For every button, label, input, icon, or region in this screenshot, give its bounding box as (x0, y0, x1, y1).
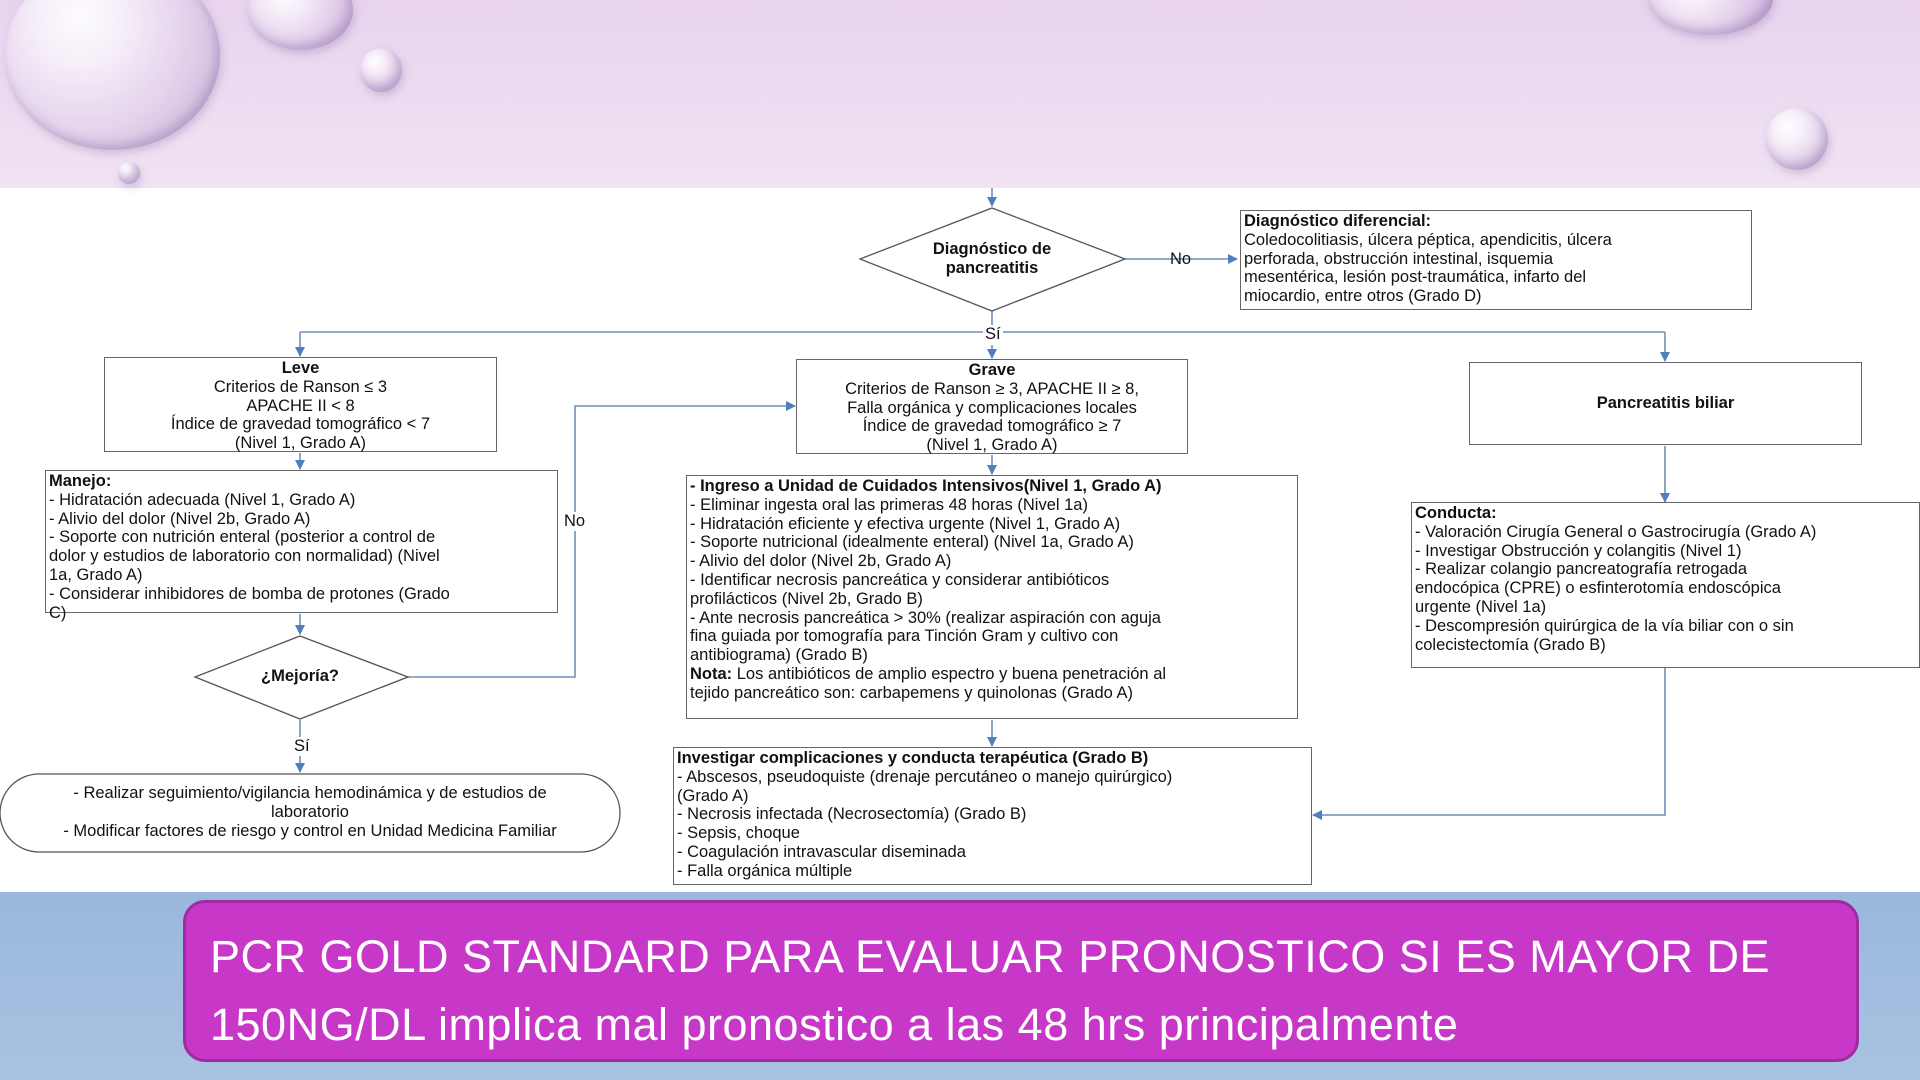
biliary-title: Pancreatitis biliar (1596, 394, 1735, 413)
prognosis-banner (183, 900, 1859, 1062)
severe-line: (Nivel 1, Grado A) (926, 436, 1058, 455)
differential-line: mesentérica, lesión post-traumática, infarto del (1244, 268, 1587, 287)
conduct-line: endocópica (CPRE) o esfinterotomía endoscópica (1415, 579, 1781, 598)
complications-line: - Sepsis, choque (677, 824, 800, 843)
management-title: Manejo: (49, 472, 112, 490)
conduct-line: urgente (Nivel 1a) (1415, 597, 1547, 616)
management-line: C) (49, 603, 67, 622)
conduct-line: - Realizar colangio pancreatografía retrogada (1415, 560, 1748, 579)
icu-note-text: Los antibióticos de amplio espectro y buena penetración al (732, 664, 1167, 683)
icu-line: - Identificar necrosis pancreática y considerar antibióticos (690, 570, 1110, 589)
edge-label-yes-main: Sí (985, 325, 1001, 343)
icu-line: - Ante necrosis pancreática > 30% (realizar aspiración con aguja (690, 608, 1161, 627)
diagnosis-line1: Diagnóstico de (932, 240, 1052, 258)
biliary-conduct-box (1411, 502, 1920, 668)
icu-line: - Eliminar ingesta oral las primeras 48 horas (Nivel 1a) (690, 495, 1088, 514)
management-line: - Hidratación adecuada (Nivel 1, Grado A) (49, 490, 356, 509)
followup-line: - Modificar factores de riesgo y control en Unidad Medicina Familiar (63, 821, 557, 840)
conduct-line: colecistectomía (Grado B) (1415, 635, 1606, 654)
icu-note (690, 665, 1294, 684)
severe-pancreatitis-box (796, 359, 1188, 454)
mild-line: Índice de gravedad tomográfico < 7 (170, 415, 431, 434)
management-line: - Considerar inhibidores de bomba de protones (Grado (49, 584, 450, 603)
severe-title: Grave (968, 361, 1016, 379)
conduct-line: - Investigar Obstrucción y colangitis (Nivel 1) (1415, 541, 1742, 560)
differential-line: miocardio, entre otros (Grado D) (1244, 287, 1482, 306)
icu-line: fina guiada por tomografía para Tinción Gram y cultivo con (690, 627, 1119, 646)
followup-line: laboratorio (271, 802, 349, 821)
biliary-pancreatitis-box (1469, 362, 1862, 445)
icu-line: - Hidratación eficiente y efectiva urgente (Nivel 1, Grado A) (690, 514, 1121, 533)
edge-label-no-improvement: No (564, 512, 586, 530)
differential-title: Diagnóstico diferencial: (1244, 212, 1432, 230)
icu-line: - Soporte nutricional (idealmente enteral) (Nivel 1a, Grado A) (690, 533, 1134, 552)
complications-title: Investigar complicaciones y conducta terapéutica (Grado B) (677, 749, 1149, 767)
complications-line: - Coagulación intravascular diseminada (677, 842, 966, 861)
edge-label-yes-improvement: Sí (294, 737, 310, 755)
mild-pancreatitis-box (104, 357, 497, 452)
management-line: - Soporte con nutrición enteral (posterior a control de (49, 528, 436, 547)
mild-line: APACHE II < 8 (246, 396, 355, 415)
conduct-line: - Valoración Cirugía General o Gastrocirugía (Grado A) (1415, 522, 1817, 541)
conduct-line: - Descompresión quirúrgica de la vía biliar con o sin (1415, 616, 1794, 635)
mild-line: Criterios de Ranson ≤ 3 (213, 377, 388, 396)
complications-line: - Necrosis infectada (Necrosectomía) (Grado B) (677, 805, 1027, 824)
diagnosis-line2: pancreatitis (945, 259, 1039, 277)
complications-line: (Grado A) (677, 786, 749, 805)
icu-note-label: Nota: (690, 664, 733, 683)
conduct-title: Conducta: (1415, 504, 1497, 522)
severe-line: Falla orgánica y complicaciones locales (847, 398, 1137, 417)
icu-line: - Alivio del dolor (Nivel 2b, Grado A) (690, 552, 952, 571)
edge-label-no-differential: No (1170, 250, 1192, 268)
complications-box (673, 747, 1312, 885)
complications-line: - Abscesos, pseudoquiste (drenaje percutáneo o manejo quirúrgico) (677, 767, 1173, 786)
differential-line: Coledocolitiasis, úlcera péptica, apendicitis, úlcera (1244, 230, 1612, 249)
severe-line: Índice de gravedad tomográfico ≥ 7 (862, 417, 1122, 436)
banner-line-2: 150NG/DL implica mal pronostico a las 48 hrs principalmente (210, 999, 1459, 1050)
differential-line: perforada, obstrucción intestinal, isquemia (1244, 249, 1554, 268)
followup-line: - Realizar seguimiento/vigilancia hemodinámica y de estudios de (73, 784, 547, 802)
differential-diagnosis-box (1240, 210, 1752, 310)
mild-management-box (45, 470, 558, 622)
management-line: dolor y estudios de laboratorio con normalidad) (Nivel (49, 547, 440, 566)
improvement-decision-label: ¿Mejoría? (261, 667, 339, 685)
icu-title: - Ingreso a Unidad de Cuidados Intensivos(Nivel 1, Grado A) (690, 477, 1162, 495)
icu-line: profilácticos (Nivel 2b, Grado B) (690, 589, 923, 608)
mild-title: Leve (281, 359, 320, 377)
banner-line-1: PCR GOLD STANDARD PARA EVALUAR PRONOSTICO SI ES MAYOR DE (210, 931, 1770, 982)
severe-line: Criterios de Ranson ≥ 3, APACHE II ≥ 8, (845, 379, 1139, 398)
management-line: 1a, Grado A) (49, 565, 143, 584)
diagnosis-decision-label (880, 240, 1104, 278)
icu-management-box (686, 475, 1298, 719)
followup-terminator (0, 783, 620, 843)
icu-line: antibiograma) (Grado B) (690, 646, 868, 665)
complications-line: - Falla orgánica múltiple (677, 861, 853, 880)
mild-line: (Nivel 1, Grado A) (234, 434, 367, 453)
icu-note-line2: tejido pancreático son: carbapemens y quinolonas (Grado A) (690, 683, 1134, 702)
management-line: - Alivio del dolor (Nivel 2b, Grado A) (49, 509, 311, 528)
